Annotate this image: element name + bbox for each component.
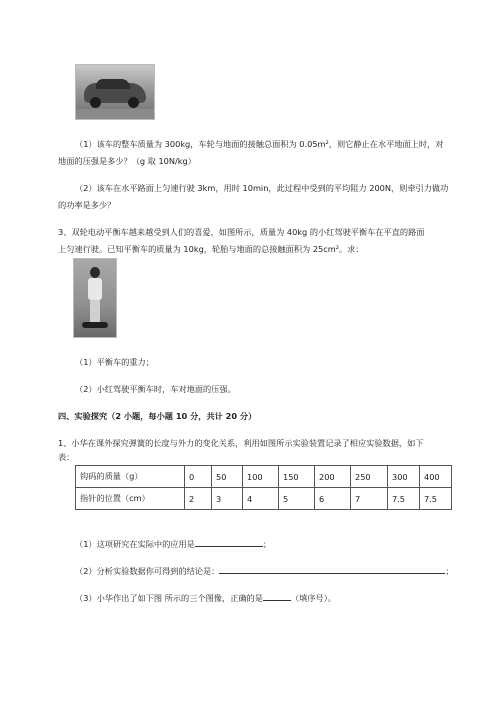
table-row-mass: [76, 466, 452, 488]
table-cell: 7: [351, 488, 388, 510]
s4-sub3-line: [75, 591, 336, 604]
s4-sub3-text: （3）小华作出了如下图 所示的三个图像，正确的是: [75, 593, 263, 603]
s4-sub2-end: ；: [445, 566, 454, 576]
s4-sub1-end: ；: [262, 539, 272, 549]
q3-line2: 上匀速行驶。已知平衡车的质量为 10kg，轮胎与地面的总接触面积为 25cm²。求：: [58, 244, 364, 254]
table-cell: 400: [420, 466, 452, 488]
table-header-mass: 钩码的质量（g）: [76, 466, 185, 488]
answer-blank-2[interactable]: [219, 564, 445, 574]
person-legs: [90, 300, 100, 322]
s4-q1-line2: 表：: [58, 452, 75, 462]
table-cell: 150: [279, 466, 315, 488]
car-windshield-shape: [96, 79, 130, 89]
car-front-wheel: [90, 97, 101, 108]
q2-sub1-line1: （1）该车的整车质量为 300kg，车轮与地面的接触总面积为 0.05m²，则它静止在水平地面上时，对: [75, 139, 444, 149]
balance-scooter-photo: [73, 258, 117, 338]
s4-sub1-text: （1）这项研究在实际中的应用是: [75, 539, 195, 549]
balance-board: [82, 322, 108, 328]
table-row-position: [76, 488, 452, 510]
q2-sub1-line2: 地面的压强是多少？（g 取 10N/kg）: [58, 156, 196, 166]
q3-sub2: （2）小红驾驶平衡车时，车对地面的压强。: [75, 384, 236, 394]
table-header-position: 指针的位置（cm）: [76, 488, 185, 510]
table-cell: 6: [315, 488, 351, 510]
s4-sub2-text: （2）分析实验数据你可得到的结论是：: [75, 566, 220, 576]
photo-ground: [76, 109, 154, 119]
table-cell: 0: [185, 466, 212, 488]
s4-sub3-end: （填序号）。: [290, 593, 336, 603]
table-cell: 250: [351, 466, 388, 488]
table-cell: 300: [388, 466, 420, 488]
person-head: [90, 267, 100, 278]
table-cell: 2: [185, 488, 212, 510]
table-cell: 3: [212, 488, 243, 510]
q2-sub2-line1: （2）该车在水平路面上匀速行驶 3km，用时 10min，此过程中受到的平均阻力 200N，则牵引力做功: [75, 183, 449, 193]
table-cell: 100: [243, 466, 279, 488]
car-photo: [75, 64, 155, 120]
table-cell: 50: [212, 466, 243, 488]
s4-q1-line1: 1、小华在课外探究弹簧的长度与外力的变化关系，利用如图所示实验装置记录了相应实验数据，如下: [58, 438, 424, 448]
table-cell: 7.5: [388, 488, 420, 510]
person-torso: [88, 278, 102, 300]
answer-blank-3[interactable]: [263, 591, 291, 601]
car-rear-wheel: [128, 97, 139, 108]
answer-blank-1[interactable]: [195, 537, 263, 547]
q2-sub2-line2: 的功率是多少？: [58, 200, 116, 210]
q3-sub1: （1）平衡车的重力；: [75, 357, 154, 367]
table-cell: 7.5: [420, 488, 452, 510]
section4-heading: 四、实验探究（2 小题，每小题 10 分，共计 20 分）: [58, 411, 257, 421]
q3-line1: 3、双轮电动平衡车越来越受到人们的喜爱，如图所示，质量为 40kg 的小红驾驶平衡车在平直的路面: [58, 227, 425, 237]
table-cell: 5: [279, 488, 315, 510]
table-cell: 4: [243, 488, 279, 510]
s4-sub2-line: [75, 564, 454, 577]
table-cell: 200: [315, 466, 351, 488]
s4-sub1-line: [75, 537, 271, 550]
spring-data-table: [75, 465, 452, 510]
